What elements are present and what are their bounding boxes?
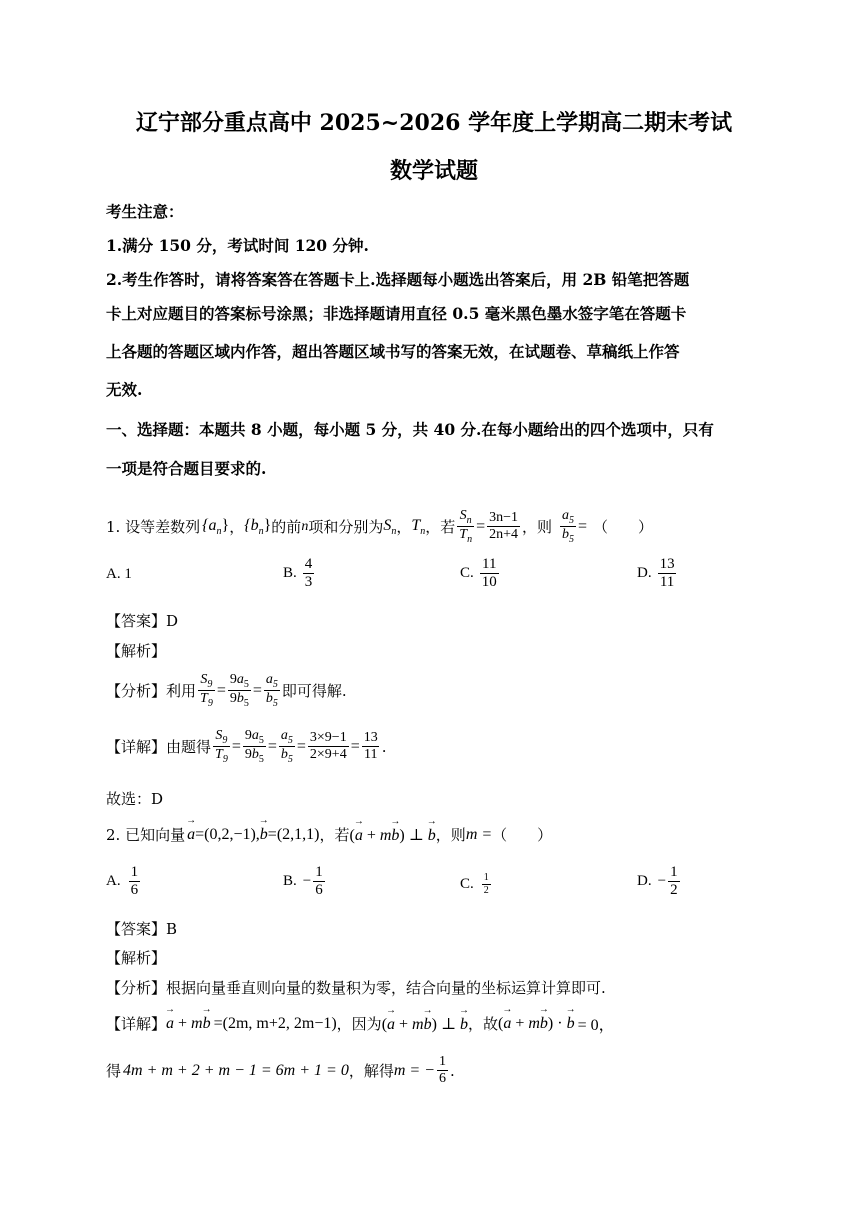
q1-option-b: B. $\frac{4}{3}$ — [283, 556, 313, 591]
q2-option-a: A. $\frac{1}{6}$ — [106, 864, 139, 899]
q1-option-d: D. $\frac{13}{11}$ — [637, 556, 675, 591]
q1-analysis-label: 【解析】 — [106, 642, 167, 660]
q1-option-c: C. $\frac{11}{10}$ — [460, 556, 497, 591]
notes-line-2d: 无效. — [106, 380, 143, 399]
q2-answer: 【答案】B — [106, 920, 178, 938]
q1-stem-text-d: ，若 — [425, 518, 456, 537]
exam-subtitle: 数学试题 — [389, 158, 478, 184]
q2-option-b: B. − $\frac{1}{6}$ — [283, 864, 323, 899]
q1-paren: （ ） — [593, 518, 654, 537]
q2-xiangjie: 【详解】 → a + m→ b =(2m, m+2, 2m−1) ，因为 (→ a + m→ b) ⊥ → b ，故 (→ a + m→ b) · → b = 0， — [106, 1012, 615, 1035]
q1-ask: $\frac{a_5}{b_5}$ — [562, 508, 575, 546]
q1-sn: $S_n$ — [383, 516, 397, 537]
q2-stem: 2. 已知向量 → a=(0,2,−1),→ b=(2,1,1) ，若 (→ a + m→ b) ⊥ → b ，则 m = （ ） — [106, 824, 552, 845]
q1-tn: $T_n$ — [411, 516, 426, 537]
q1-n: n — [301, 518, 309, 534]
q1-seq-b: $\{b_n\}$ — [244, 516, 272, 537]
q2-option-d: D. − $\frac{1}{2}$ — [637, 864, 678, 899]
q2-final: 得 4m + m + 2 + m − 1 = 6m + 1 = 0 ，解得 m = − $\frac{1}{6}$ . — [106, 1054, 455, 1087]
notes-line-2b: 卡上对应题目的答案标号涂黑；非选择题请用直径 0.5 毫米黑色墨水签字笔在答题卡 — [106, 304, 687, 323]
notes-heading: 考生注意： — [106, 202, 184, 221]
section1-line-2: 一项是符合题目要求的. — [106, 459, 267, 478]
q1-seq-a: $\{a_n\}$ — [202, 516, 230, 537]
q1-xiangjie: 【详解】由题得 $\frac{S_9}{T_9}$ = $\frac{9a_5}{9b_5}$ = $\frac{a_5}{b_5}$ = $\frac{3\times 9-1}{2\times 9+4}$ = $\frac{13}{11}$ . — [106, 728, 387, 766]
notes-line-2c: 上各题的答题区域内作答，超出答题区域书写的答案无效，在试题卷、草稿纸上作答 — [106, 342, 680, 361]
q1-stem-text-e: ，则 — [522, 518, 553, 537]
section1-line-1: 一、选择题：本题共 8 小题，每小题 5 分，共 40 分.在每小题给出的四个选项中，只有 — [106, 420, 714, 439]
notes-line-1: 1.满分 150 分，考试时间 120 分钟. — [106, 236, 369, 255]
exam-title: 辽宁部分重点高中 2025~2026 学年度上学期高二期末考试 — [135, 110, 733, 136]
q1-stem-text-b: 的前 — [271, 518, 302, 537]
q1-stem: 1. 设等差数列 $\{a_n\}$ ， $\{b_n\}$ 的前 n 项和分别为 $S_n$ ， $T_n$ ，若 $\frac{S_n}{T_n}$ = $\frac{3n-1}{2n+4}$ ，则 $\frac{a_5}{b_5}$ = （ ） — [106, 508, 654, 546]
q2-fenxi: 【分析】根据向量垂直则向量的数量积为零，结合向量的坐标运算计算即可. — [106, 979, 606, 997]
q2-option-c: C. $\frac{1}{2}$ — [460, 872, 489, 896]
q1-cond-rhs: $\frac{3n-1}{2n+4}$ — [489, 510, 518, 543]
q1-stem-text: 1. 设等差数列 — [106, 518, 201, 537]
q1-stem-text-c: 项和分别为 — [308, 518, 384, 537]
q1-choose: 故选：D — [106, 790, 164, 808]
q1-cond-lhs: $\frac{S_n}{T_n}$ — [459, 508, 473, 546]
q1-answer: 【答案】D — [106, 612, 179, 630]
q2-analysis-label: 【解析】 — [106, 949, 167, 967]
q1-option-a: A. 1 — [106, 566, 132, 582]
q1-fenxi: 【分析】利用 $\frac{S_9}{T_9}$ = $\frac{9a_5}{9b_5}$ = $\frac{a_5}{b_5}$ 即可得解. — [106, 672, 347, 710]
notes-line-2a: 2.考生作答时，请将答案答在答题卡上.选择题每小题选出答案后，用 2B 铅笔把答题 — [106, 270, 690, 289]
